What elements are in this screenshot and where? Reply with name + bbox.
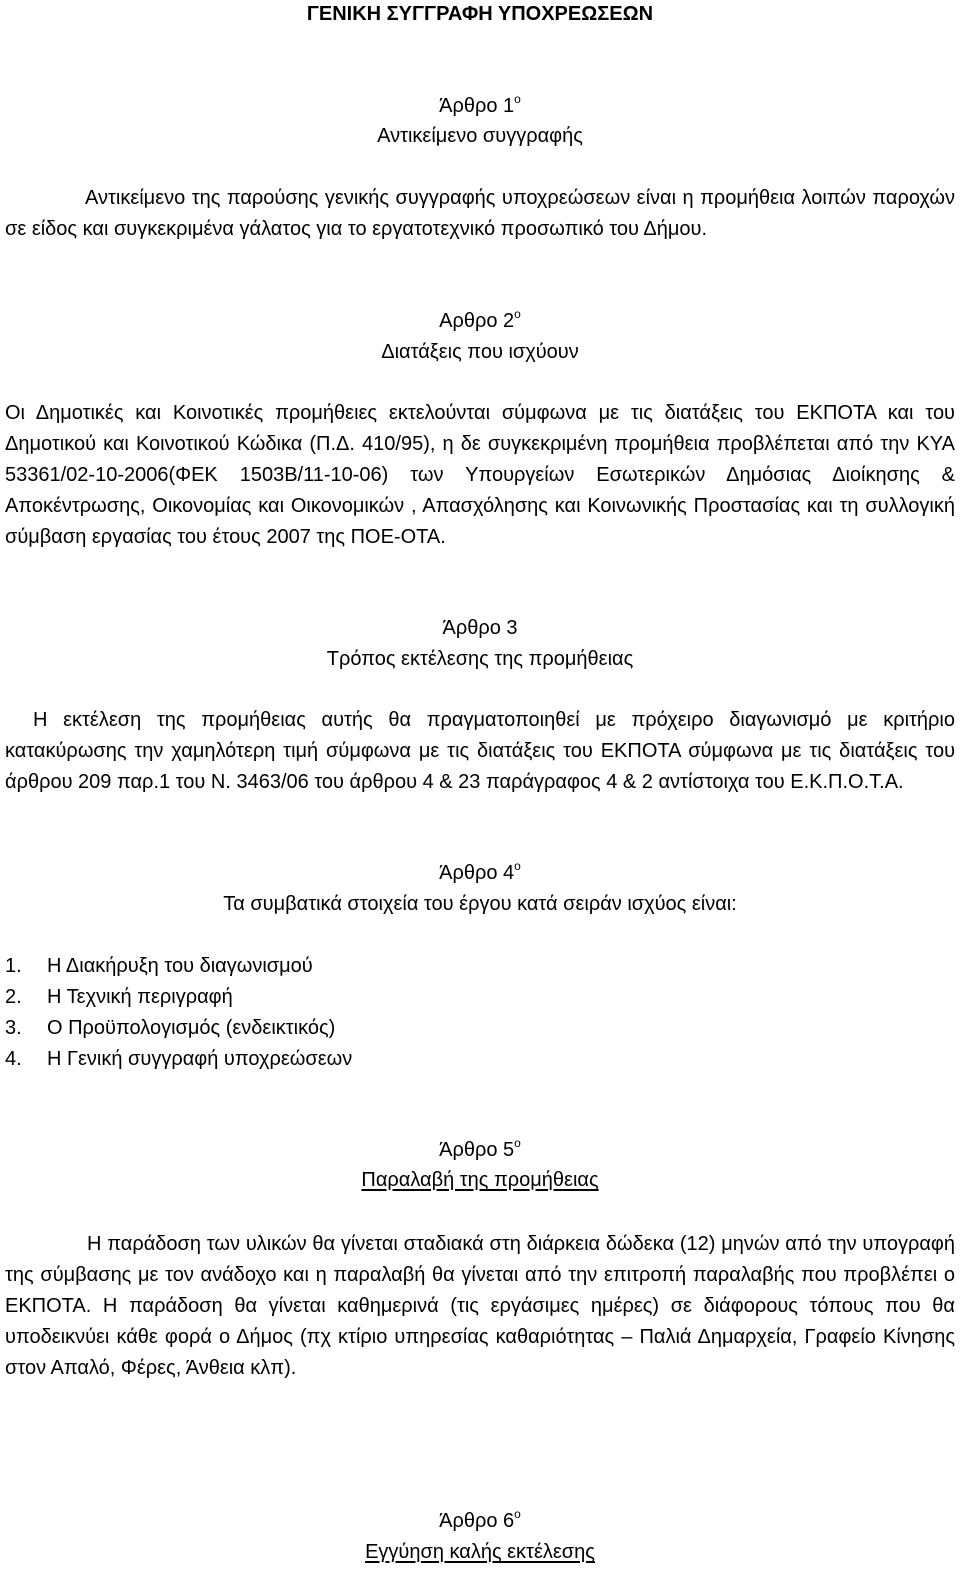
article-1-label: Άρθρο $1^o$ [439,92,521,117]
contract-documents-list [5,951,955,1075]
article-5-sup: ο [514,1136,521,1150]
article-4-sup: ο [514,859,521,873]
document-heading: ΓΕΝΙΚΗ ΣΥΓΓΡΑΦΗ ΥΠΟΧΡΕΩΣΕΩΝ [306,3,654,25]
article-1-title: Αντικείμενο συγγραφής [377,125,583,147]
article-2-label: Αρθρο $2^o$ [439,307,521,332]
list-item: 3. Ο Προϋπολογισμός (ενδεικτικός) [5,1017,336,1039]
article-2-title: Διατάξεις που ισχύουν [381,341,579,363]
article-4-title: Τα συμβατικά στοιχεία του έργου κατά σειράν ισχύος είναι: [223,893,737,915]
article-6-sup: ο [514,1507,521,1521]
article-2-paragraph: Οι Δημοτικές και Κοινοτικές προμήθειες εκτελούνται σύμφωνα με τις διατάξεις του ΕΚΠΟΤΑ και του Δημοτικού και Κοινοτικού Κώδικα (Π.Δ. 410/95), η δε συγκεκριμένη προμήθεια προβλέπεται από την ΚΥΑ 53361/02-10-2006(ΦΕΚ 1503Β/11-10-06) των Υπουργείων Εσωτερικών Δημόσιας Διοίκησης & Αποκέντρωσης, Οικονομίας και Οικονομικών , Απασχόλησης και Κοινωνικής Προστασίας και τη συλλογική σύμβαση εργασίας του έτους 2007 της ΠΟΕ-ΟΤΑ. [5,402,955,548]
list-item: 1. Η Διακήρυξη του διαγωνισμού [5,955,313,977]
article-3-label: Άρθρο 3 [442,617,518,639]
article-3-paragraph: Η εκτέλεση της προμήθειας αυτής θα πραγματοποιηθεί με πρόχειρο διαγωνισμό με κριτήριο κατακύρωσης την χαμηλότερη τιμή σύμφωνα με τις διατάξεις του ΕΚΠΟΤΑ σύμφωνα με τις διατάξεις του άρθρου 209 παρ.1 του Ν. 3463/06 του άρθρου 4 & 23 παράγραφος 4 & 2 αντίστοιχα του Ε.Κ.Π.Ο.Τ.Α. [5,709,955,793]
article-1-paragraph: Αντικείμενο της παρούσης γενικής συγγραφής υποχρεώσεων είναι η προμήθεια λοιπών παροχών σε είδος και συγκεκριμένα γάλατος για το εργατοτεχνικό προσωπικό του Δήμου. [5,187,955,240]
article-3-title: Τρόπος εκτέλεσης της προμήθειας [326,648,634,670]
list-item: 4. Η Γενική συγγραφή υποχρεώσεων [5,1048,353,1070]
article-5-paragraph: Η παράδοση των υλικών θα γίνεται σταδιακά στη διάρκεια δώδεκα (12) μηνών από την υπογραφή της σύμβασης με τον ανάδοχο και η παραλαβή θα γίνεται από την επιτροπή παραλαβής που προβλέπει ο ΕΚΠΟΤΑ. Η παράδοση θα γίνεται καθημερινά (τις εργάσιμες ημέρες) σε διάφορους τόπους που θα υποδεικνύει κάθε φορά ο Δήμος (πχ κτίριο υπηρεσίας καθαριότητας – Παλιά Δημαρχεία, Γραφείο Κίνησης στον Απαλό, Φέρες, Άνθεια κλπ). [5,1233,955,1379]
article-4-label: Άρθρο $4^o$ [439,859,521,884]
article-1-sup: ο [514,92,521,106]
article-6-label: Άρθρο $6^o$ [439,1507,521,1532]
article-5-title: Παραλαβή της προμήθειας [361,1169,599,1191]
list-item: 2. Η Τεχνική περιγραφή [5,986,233,1008]
article-2-sup: ο [514,307,521,321]
article-5-label: Άρθρο $5^o$ [439,1136,521,1161]
article-6-title: Εγγύηση καλής εκτέλεσης [365,1541,595,1563]
